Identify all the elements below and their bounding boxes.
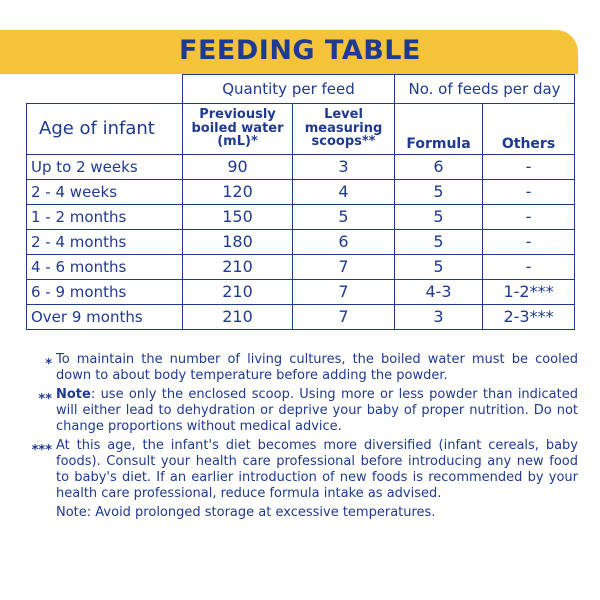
footnote-text: At this age, the infant's diet becomes more diversified (infant cereals, baby foods). Consult your health care professional before introducing any new food to baby's diet. If an earlier introduction of new foods is recommended by your health care professional, reduce formula intake as advised. xyxy=(56,438,578,501)
group-header-row xyxy=(27,75,575,104)
others-cell: - xyxy=(483,155,575,180)
formula-column-header: Formula xyxy=(395,104,483,155)
table-row xyxy=(27,255,575,280)
table-row xyxy=(27,180,575,205)
footnote-diet xyxy=(0,438,600,502)
scoops-cell: 7 xyxy=(293,255,395,280)
formula-cell: 5 xyxy=(395,230,483,255)
age-cell: 4 - 6 months xyxy=(27,255,183,280)
scoops-cell: 7 xyxy=(293,280,395,305)
others-cell: 1-2*** xyxy=(483,280,575,305)
table-row xyxy=(27,305,575,330)
others-cell: - xyxy=(483,205,575,230)
scoops-cell: 3 xyxy=(293,155,395,180)
note-label: Note xyxy=(56,387,91,402)
age-cell: 6 - 9 months xyxy=(27,280,183,305)
others-cell: - xyxy=(483,230,575,255)
footnote-body: : use only the enclosed scoop. Using more or less powder than indicated will either lead to dehydration or deprive your baby of proper nutrition. Do not change proportions without medical advice. xyxy=(56,387,578,434)
others-cell: 2-3*** xyxy=(483,305,575,330)
formula-cell: 6 xyxy=(395,155,483,180)
footnote-scoop xyxy=(0,387,600,435)
water-cell: 150 xyxy=(183,205,293,230)
water-cell: 90 xyxy=(183,155,293,180)
footnote-marker: *** xyxy=(31,443,52,458)
table-row xyxy=(27,280,575,305)
water-cell: 210 xyxy=(183,255,293,280)
table-row xyxy=(27,205,575,230)
water-cell: 120 xyxy=(183,180,293,205)
storage-note: Note: Avoid prolonged storage at excessive temperatures. xyxy=(56,505,436,520)
age-cell: 2 - 4 months xyxy=(27,230,183,255)
formula-cell: 4-3 xyxy=(395,280,483,305)
age-cell: Up to 2 weeks xyxy=(27,155,183,180)
scoops-cell: 7 xyxy=(293,305,395,330)
age-cell: 1 - 2 months xyxy=(27,205,183,230)
water-cell: 180 xyxy=(183,230,293,255)
water-column-header: Previously boiled water (mL)* xyxy=(183,104,293,155)
column-header-row xyxy=(27,104,575,155)
water-cell: 210 xyxy=(183,305,293,330)
empty-corner-cell xyxy=(27,75,183,104)
formula-cell: 3 xyxy=(395,305,483,330)
water-cell: 210 xyxy=(183,280,293,305)
age-column-header: Age of infant xyxy=(27,104,183,155)
footnote-marker: ** xyxy=(38,392,52,407)
footnote-marker: * xyxy=(45,357,52,372)
scoops-cell: 4 xyxy=(293,180,395,205)
table-row xyxy=(27,230,575,255)
others-cell: - xyxy=(483,255,575,280)
others-column-header: Others xyxy=(483,104,575,155)
footnotes xyxy=(0,352,600,521)
formula-cell: 5 xyxy=(395,255,483,280)
scoops-column-header: Level measuring scoops** xyxy=(293,104,395,155)
feeds-group-header: No. of feeds per day xyxy=(395,75,575,104)
table-row xyxy=(27,155,575,180)
footnote-text: To maintain the number of living cultures, the boiled water must be cooled down to about body temperature before adding the powder. xyxy=(56,352,578,383)
formula-cell: 5 xyxy=(395,205,483,230)
footnote-text xyxy=(56,387,578,435)
scoops-cell: 6 xyxy=(293,230,395,255)
formula-cell: 5 xyxy=(395,180,483,205)
scoops-cell: 5 xyxy=(293,205,395,230)
age-cell: 2 - 4 weeks xyxy=(27,180,183,205)
quantity-group-header: Quantity per feed xyxy=(183,75,395,104)
others-cell: - xyxy=(483,180,575,205)
footnote-water xyxy=(0,352,600,384)
feeding-table xyxy=(26,74,575,330)
page-title: FEEDING TABLE xyxy=(179,35,421,66)
age-cell: Over 9 months xyxy=(27,305,183,330)
